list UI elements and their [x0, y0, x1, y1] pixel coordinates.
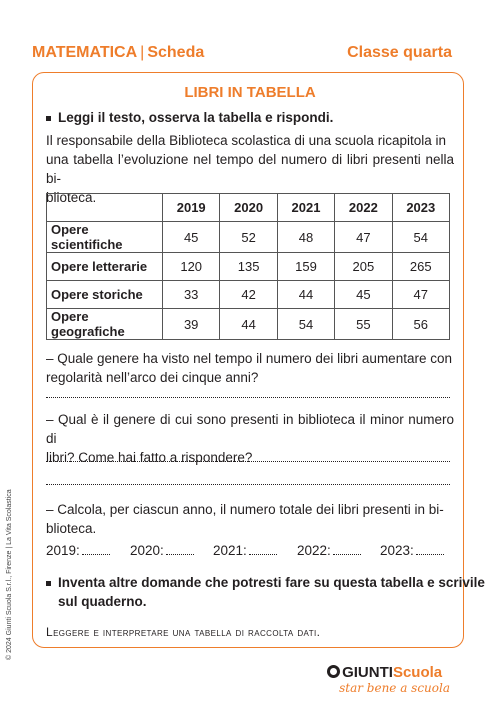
answer-blank[interactable]	[333, 554, 361, 555]
table-cell: 56	[392, 309, 449, 340]
intro-line: una tabella l’evoluzione nel tempo del numero di libri presenti nella bi-	[46, 152, 454, 186]
table-cell: 135	[220, 253, 277, 281]
intro-line: blioteca.	[46, 190, 97, 205]
question-2	[46, 410, 454, 467]
learning-objective: Leggere e interpretare una tabella di raccolta dati.	[46, 625, 321, 639]
table-header-row	[47, 194, 450, 222]
year-label: 2023:	[380, 543, 414, 558]
answer-blank[interactable]	[82, 554, 110, 555]
table-row	[47, 281, 450, 309]
answer-line[interactable]	[46, 484, 450, 485]
header-subject	[32, 44, 204, 62]
bullet-icon	[46, 116, 51, 121]
table-cell: 44	[277, 281, 334, 309]
instruction-2-line: Inventa altre domande che potresti fare su questa tabella e scrivile	[58, 575, 485, 590]
table-row	[47, 253, 450, 281]
intro-line: Il responsabile della Biblioteca scolastica di una scuola ricapitola in	[46, 133, 446, 148]
logo-mark-icon	[327, 665, 340, 678]
answer-line[interactable]	[46, 461, 450, 462]
question-line: libri? Come hai fatto a rispondere?	[46, 450, 253, 465]
table-cell: 55	[335, 309, 392, 340]
instruction-2	[46, 573, 485, 611]
answer-blank[interactable]	[249, 554, 277, 555]
year-header: 2021	[277, 194, 334, 222]
table-cell: 48	[277, 222, 334, 253]
year-total-2019	[46, 543, 110, 558]
question-3	[46, 500, 454, 538]
row-label: Opere storiche	[47, 281, 163, 309]
subject-label: MATEMATICA	[32, 44, 138, 61]
question-line: blioteca.	[46, 521, 97, 536]
logo-tagline: star bene a scuola	[339, 681, 450, 695]
year-total-2023	[380, 543, 444, 558]
row-label: Opere letterarie	[47, 253, 163, 281]
table-cell: 39	[163, 309, 220, 340]
table-cell: 54	[392, 222, 449, 253]
logo-brand	[327, 664, 450, 681]
table-corner-cell	[47, 194, 163, 222]
header-separator: |	[140, 44, 145, 61]
row-label: Opere geografiche	[47, 309, 163, 340]
table-cell: 33	[163, 281, 220, 309]
table-cell: 52	[220, 222, 277, 253]
table-cell: 47	[392, 281, 449, 309]
table-cell: 42	[220, 281, 277, 309]
answer-blank[interactable]	[416, 554, 444, 555]
year-total-2022	[297, 543, 361, 558]
copyright-notice: © 2024 Giunti Scuola S.r.l., Firenze | La Vita Scolastica	[6, 489, 13, 660]
table-cell: 45	[335, 281, 392, 309]
answer-line[interactable]	[46, 397, 450, 398]
table-cell: 47	[335, 222, 392, 253]
table-cell: 159	[277, 253, 334, 281]
table-cell: 205	[335, 253, 392, 281]
year-total-2020	[130, 543, 194, 558]
year-total-2021	[213, 543, 277, 558]
table-cell: 54	[277, 309, 334, 340]
logo-brand-a: GIUNTI	[342, 664, 393, 681]
question-line: – Calcola, per ciascun anno, il numero totale dei libri presenti in bi-	[46, 502, 444, 517]
question-line: – Quale genere ha visto nel tempo il numero dei libri aumentare con	[46, 351, 452, 366]
table-row	[47, 222, 450, 253]
books-table	[46, 193, 450, 340]
question-line: regolarità nell’arco dei cinque anni?	[46, 370, 259, 385]
bullet-icon	[46, 581, 51, 586]
year-header: 2023	[392, 194, 449, 222]
year-label: 2020:	[130, 543, 164, 558]
grade-label: Classe quarta	[347, 44, 452, 61]
answer-blank[interactable]	[166, 554, 194, 555]
year-label: 2021:	[213, 543, 247, 558]
table-row	[47, 309, 450, 340]
year-header: 2022	[335, 194, 392, 222]
page-header	[32, 44, 452, 64]
publisher-logo	[327, 664, 450, 695]
sheet-type: Scheda	[147, 44, 205, 61]
instruction-1-text: Leggi il testo, osserva la tabella e rispondi.	[58, 110, 334, 125]
instruction-2-line: sul quaderno.	[58, 594, 147, 609]
table-cell: 45	[163, 222, 220, 253]
table-cell: 44	[220, 309, 277, 340]
table-cell: 120	[163, 253, 220, 281]
question-line: – Qual è il genere di cui sono presenti in biblioteca il minor numero di	[46, 412, 454, 446]
year-header: 2019	[163, 194, 220, 222]
year-label: 2019:	[46, 543, 80, 558]
row-label: Opere scientifiche	[47, 222, 163, 253]
instruction-1	[46, 110, 333, 125]
question-1	[46, 349, 454, 387]
worksheet-title: LIBRI IN TABELLA	[184, 84, 316, 101]
logo-brand-b: Scuola	[392, 664, 443, 681]
table-cell: 265	[392, 253, 449, 281]
year-header: 2020	[220, 194, 277, 222]
year-label: 2022:	[297, 543, 331, 558]
